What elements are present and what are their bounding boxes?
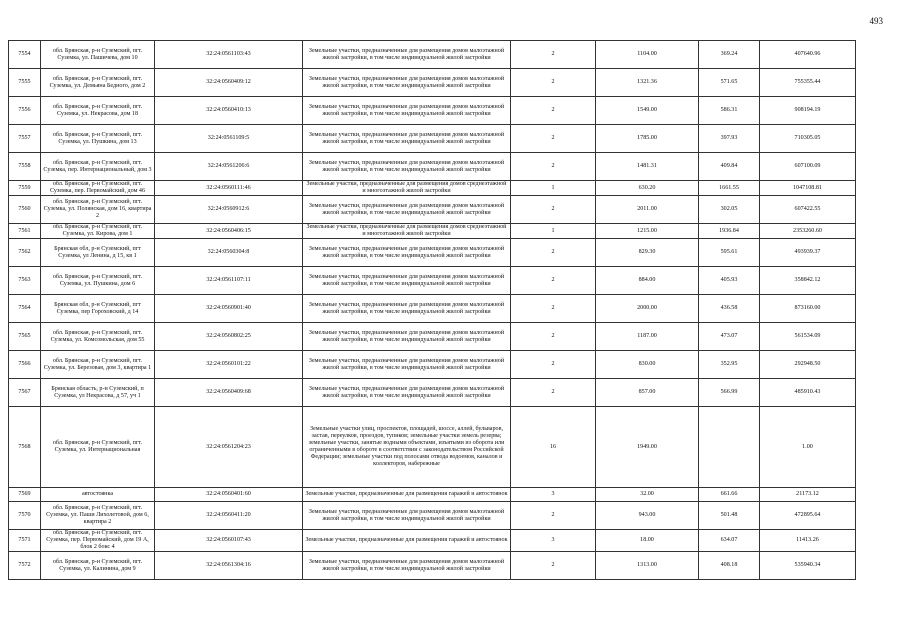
address-cell: обл. Брянская, р-н Суземский, пгт. Суземка, ул. Пушкина, дом 13 [41,125,155,153]
cadastral-number-cell: 32:24:0560406:15 [155,224,303,239]
cadastral-number-cell: 32:24:0560409:12 [155,69,303,97]
address-cell: обл. Брянская, р-н Суземский, пгт. Суземка, ул. Некрасова, дом 18 [41,97,155,125]
land-use-cell: Земельные участки, предназначенные для размещения домов малоэтажной жилой застройки, в том числе индивидуальной жилой застройки [303,351,511,379]
row-number-cell: 7559 [9,181,41,196]
row-number-cell: 7570 [9,502,41,530]
cadastral-number-cell: 32:24:0560107:43 [155,530,303,552]
cadastral-number-cell: 32:24:0560401:60 [155,488,303,502]
area-cell: 32.00 [596,488,699,502]
group-cell: 2 [511,69,596,97]
specific-value-cell: 1936.84 [699,224,760,239]
area-cell: 857.00 [596,379,699,407]
specific-value-cell: 501.48 [699,502,760,530]
row-number-cell: 7554 [9,41,41,69]
land-use-cell: Земельные участки, предназначенные для размещения домов малоэтажной жилой застройки, в том числе индивидуальной жилой застройки [303,379,511,407]
group-cell: 1 [511,224,596,239]
cadastral-value-cell: 292948.50 [760,351,856,379]
cadastral-value-cell: 472895.64 [760,502,856,530]
specific-value-cell: 566.99 [699,379,760,407]
cadastral-number-cell: 32:24:0560411:20 [155,502,303,530]
row-number-cell: 7568 [9,407,41,488]
table-row [9,351,856,379]
group-cell: 3 [511,530,596,552]
cadastral-number-cell: 32:24:0560101:22 [155,351,303,379]
cadastral-number-cell: 32:24:0560111:46 [155,181,303,196]
group-cell: 2 [511,97,596,125]
area-cell: 2000.00 [596,295,699,323]
address-cell: автостоянка [41,488,155,502]
address-cell: Брянская обл, р-н Суземский, пгт Суземка, пер Гороховский, д 14 [41,295,155,323]
cadastral-value-cell: 561534.09 [760,323,856,351]
cadastral-value-table [8,40,856,580]
address-cell: обл. Брянская, р-н Суземский, пгт. Суземка, ул. Березовая, дом 3, квартира 1 [41,351,155,379]
address-cell: обл. Брянская, р-н Суземский, пгт. Суземка, пер. Интернациональный, дом 3 [41,153,155,181]
area-cell: 884.00 [596,267,699,295]
group-cell: 3 [511,488,596,502]
row-number-cell: 7572 [9,552,41,580]
cadastral-number-cell: 32:24:0561206:6 [155,153,303,181]
table-row [9,196,856,224]
group-cell: 2 [511,552,596,580]
table-row [9,502,856,530]
land-use-cell: Земельные участки, предназначенные для размещения домов малоэтажной жилой застройки, в том числе индивидуальной жилой застройки [303,69,511,97]
cadastral-value-cell: 21173.12 [760,488,856,502]
land-use-cell: Земельные участки, предназначенные для размещения домов малоэтажной жилой застройки, в том числе индивидуальной жилой застройки [303,125,511,153]
group-cell: 16 [511,407,596,488]
area-cell: 1949.00 [596,407,699,488]
address-cell: обл. Брянская, р-н Суземский, пгт. Суземка, ул. Паши Лихолетовой, дом 6, квартира 2 [41,502,155,530]
cadastral-value-cell: 2353260.60 [760,224,856,239]
land-use-cell: Земельные участки, предназначенные для размещения гаражей и автостоянок [303,488,511,502]
area-cell: 1321.36 [596,69,699,97]
specific-value-cell: 405.93 [699,267,760,295]
specific-value-cell: 1661.55 [699,181,760,196]
cadastral-value-cell: 1.00 [760,407,856,488]
address-cell: обл. Брянская, р-н Суземский, пгт. Суземка, ул. Пушкина, дом 6 [41,267,155,295]
cadastral-number-cell: 32:24:0561204:23 [155,407,303,488]
row-number-cell: 7562 [9,239,41,267]
cadastral-number-cell: 32:24:0560409:68 [155,379,303,407]
row-number-cell: 7571 [9,530,41,552]
group-cell: 2 [511,502,596,530]
cadastral-value-cell: 358842.12 [760,267,856,295]
land-use-cell: Земельные участки улиц, проспектов, площадей, шоссе, аллей, бульваров, застав, переулков, проездов, тупиков; земельные участки земель резерва; земельные участки, занятые водными объектами, изъятыми из оборота или ограниченными в обороте в соответствии с законодательством Российской Федерации; земельные участки под полосами отвода водоемов, каналов и коллекторов, набережные [303,407,511,488]
table-row [9,407,856,488]
row-number-cell: 7564 [9,295,41,323]
land-use-cell: Земельные участки, предназначенные для размещения домов малоэтажной жилой застройки, в том числе индивидуальной жилой застройки [303,267,511,295]
address-cell: обл. Брянская, р-н Суземский, пгт. Суземка, ул. Калинина, дом 9 [41,552,155,580]
land-use-cell: Земельные участки, предназначенные для размещения домов малоэтажной жилой застройки, в том числе индивидуальной жилой застройки [303,41,511,69]
specific-value-cell: 634.07 [699,530,760,552]
land-use-cell: Земельные участки, предназначенные для размещения домов малоэтажной жилой застройки, в том числе индивидуальной жилой застройки [303,323,511,351]
address-cell: обл. Брянская, р-н Суземский, пгт. Суземка, ул. Демьяна Бедного, дом 2 [41,69,155,97]
cadastral-value-cell: 493939.37 [760,239,856,267]
group-cell: 2 [511,239,596,267]
specific-value-cell: 408.18 [699,552,760,580]
area-cell: 943.00 [596,502,699,530]
specific-value-cell: 302.05 [699,196,760,224]
row-number-cell: 7567 [9,379,41,407]
cadastral-number-cell: 32:24:0561109:5 [155,125,303,153]
land-use-cell: Земельные участки, предназначенные для размещения домов малоэтажной жилой застройки, в том числе индивидуальной жилой застройки [303,97,511,125]
group-cell: 2 [511,295,596,323]
row-number-cell: 7558 [9,153,41,181]
address-cell: обл. Брянская, р-н Суземский, пгт. Суземка, пер. Первомайский, дом 46 [41,181,155,196]
specific-value-cell: 595.61 [699,239,760,267]
row-number-cell: 7561 [9,224,41,239]
group-cell: 2 [511,125,596,153]
table-row [9,323,856,351]
page-number: 493 [869,16,883,26]
table-row [9,488,856,502]
group-cell: 2 [511,41,596,69]
table-row [9,224,856,239]
area-cell: 1313.00 [596,552,699,580]
row-number-cell: 7565 [9,323,41,351]
row-number-cell: 7566 [9,351,41,379]
address-cell: обл. Брянская, р-н Суземский, пгт. Суземка, ул. Интернациональная [41,407,155,488]
cadastral-value-cell: 710305.05 [760,125,856,153]
land-use-cell: Земельные участки, предназначенные для размещения домов среднеэтажной и многоэтажной жилой застройки [303,181,511,196]
area-cell: 630.20 [596,181,699,196]
cadastral-value-cell: 1047108.81 [760,181,856,196]
group-cell: 2 [511,379,596,407]
specific-value-cell: 586.31 [699,97,760,125]
address-cell: обл. Брянская, р-н Суземский, пгт. Суземка, ул. Кирова, дом 1 [41,224,155,239]
area-cell: 1104.00 [596,41,699,69]
specific-value-cell: 409.84 [699,153,760,181]
group-cell: 1 [511,181,596,196]
area-cell: 829.30 [596,239,699,267]
table-row [9,41,856,69]
cadastral-value-cell: 607100.09 [760,153,856,181]
table-row [9,295,856,323]
area-cell: 1785.00 [596,125,699,153]
address-cell: обл. Брянская, р-н Суземский, пгт. Суземка, ул. Комсомольская, дом 55 [41,323,155,351]
table-row [9,97,856,125]
group-cell: 2 [511,323,596,351]
group-cell: 2 [511,196,596,224]
address-cell: обл. Брянская, р-н Суземский, пгт. Суземка, ул. Полянская, дом 16, квартира 2 [41,196,155,224]
group-cell: 2 [511,153,596,181]
cadastral-number-cell: 32:24:0561103:43 [155,41,303,69]
land-use-cell: Земельные участки, предназначенные для размещения гаражей и автостоянок [303,530,511,552]
land-use-cell: Земельные участки, предназначенные для размещения домов малоэтажной жилой застройки, в том числе индивидуальной жилой застройки [303,502,511,530]
table-row [9,530,856,552]
cadastral-value-cell: 755355.44 [760,69,856,97]
area-cell: 1215.00 [596,224,699,239]
row-number-cell: 7557 [9,125,41,153]
table-row [9,153,856,181]
area-cell: 1549.00 [596,97,699,125]
area-cell: 1481.31 [596,153,699,181]
cadastral-number-cell: 32:24:0561107:11 [155,267,303,295]
land-use-cell: Земельные участки, предназначенные для размещения домов малоэтажной жилой застройки, в том числе индивидуальной жилой застройки [303,552,511,580]
cadastral-number-cell: 32:24:0560410:13 [155,97,303,125]
address-cell: Брянская обл, р-н Суземский, пгт Суземка, ул Ленина, д 15, кв 1 [41,239,155,267]
area-cell: 18.00 [596,530,699,552]
cadastral-value-cell: 485910.43 [760,379,856,407]
table-row [9,69,856,97]
address-cell: Брянская область, р-н Суземский, п Суземка, ул Некрасова, д 57, уч 1 [41,379,155,407]
specific-value-cell: 571.65 [699,69,760,97]
address-cell: обл. Брянская, р-н Суземский, пгт. Суземка, пер. Первомайский, дом 19 А, блок 2 бокс 4 [41,530,155,552]
cadastral-value-cell: 535940.34 [760,552,856,580]
land-use-cell: Земельные участки, предназначенные для размещения домов малоэтажной жилой застройки, в том числе индивидуальной жилой застройки [303,239,511,267]
specific-value-cell [699,407,760,488]
area-cell: 1187.00 [596,323,699,351]
cadastral-number-cell: 32:24:0561304:16 [155,552,303,580]
cadastral-number-cell: 32:24:0560912:6 [155,196,303,224]
cadastral-value-cell: 908194.19 [760,97,856,125]
specific-value-cell: 661.66 [699,488,760,502]
land-use-cell: Земельные участки, предназначенные для размещения домов малоэтажной жилой застройки, в том числе индивидуальной жилой застройки [303,196,511,224]
table-row [9,552,856,580]
group-cell: 2 [511,267,596,295]
table-row [9,181,856,196]
land-use-cell: Земельные участки, предназначенные для размещения домов малоэтажной жилой застройки, в том числе индивидуальной жилой застройки [303,153,511,181]
specific-value-cell: 352.95 [699,351,760,379]
cadastral-value-cell: 11413.26 [760,530,856,552]
cadastral-number-cell: 32:24:0560304:8 [155,239,303,267]
table-row [9,125,856,153]
land-use-cell: Земельные участки, предназначенные для размещения домов среднеэтажной и многоэтажной жилой застройки [303,224,511,239]
row-number-cell: 7555 [9,69,41,97]
address-cell: обл. Брянская, р-н Суземский, пгт. Суземка, ул. Пашичева, дом 10 [41,41,155,69]
cadastral-value-cell: 873160.00 [760,295,856,323]
table-row [9,239,856,267]
table-row [9,379,856,407]
row-number-cell: 7563 [9,267,41,295]
area-cell: 830.00 [596,351,699,379]
specific-value-cell: 369.24 [699,41,760,69]
cadastral-number-cell: 32:24:0560802:25 [155,323,303,351]
group-cell: 2 [511,351,596,379]
row-number-cell: 7560 [9,196,41,224]
table-row [9,267,856,295]
cadastral-value-cell: 407640.96 [760,41,856,69]
row-number-cell: 7556 [9,97,41,125]
specific-value-cell: 473.07 [699,323,760,351]
specific-value-cell: 436.58 [699,295,760,323]
cadastral-value-cell: 607422.55 [760,196,856,224]
land-use-cell: Земельные участки, предназначенные для размещения домов малоэтажной жилой застройки, в том числе индивидуальной жилой застройки [303,295,511,323]
cadastral-number-cell: 32:24:0560901:40 [155,295,303,323]
specific-value-cell: 397.93 [699,125,760,153]
area-cell: 2011.00 [596,196,699,224]
row-number-cell: 7569 [9,488,41,502]
